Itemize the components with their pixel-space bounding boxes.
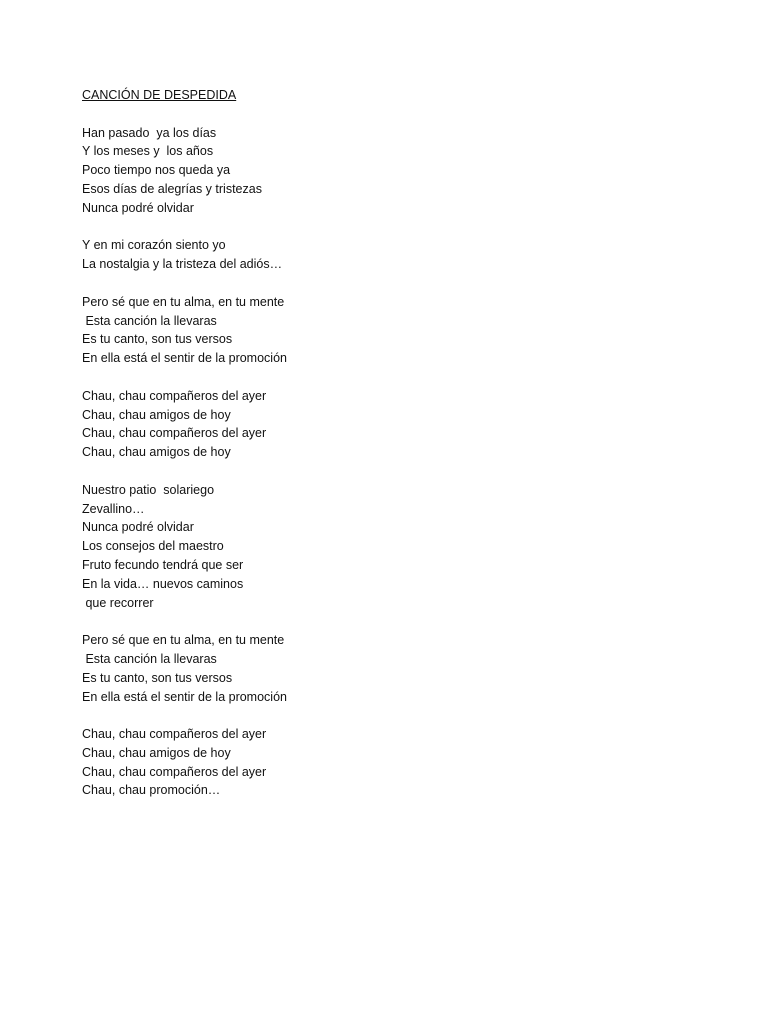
- document-body: [82, 86, 682, 819]
- verse-line: Pero sé que en tu alma, en tu mente: [82, 294, 285, 309]
- verse-line: Chau, chau compañeros del ayer: [82, 388, 267, 403]
- stanza-4: [82, 387, 682, 462]
- stanza-6: [82, 631, 682, 706]
- verse-line: Es tu canto, son tus versos: [82, 332, 233, 347]
- verse-line: Han pasado ya los días: [82, 125, 217, 140]
- stanza-7: [82, 725, 682, 800]
- verse-line: Fruto fecundo tendrá que ser: [82, 557, 244, 572]
- verse-line: Nunca podré olvidar: [82, 520, 194, 535]
- verse-line: En la vida… nuevos caminos: [82, 576, 244, 591]
- verse-line: Zevallino…: [82, 501, 145, 516]
- verse-line: Y los meses y los años: [82, 144, 214, 159]
- stanza-5: [82, 481, 682, 613]
- verse-line: Esos días de alegrías y tristezas: [82, 181, 262, 196]
- verse-line: Chau, chau amigos de hoy: [82, 745, 231, 760]
- verse-line: Chau, chau compañeros del ayer: [82, 426, 267, 441]
- verse-line: Esta canción la llevaras: [82, 651, 217, 666]
- verse-line: Es tu canto, son tus versos: [82, 670, 233, 685]
- verse-line: Nuestro patio solariego: [82, 482, 215, 497]
- verse-line: Chau, chau compañeros del ayer: [82, 727, 267, 742]
- verse-line: En ella está el sentir de la promoción: [82, 351, 287, 366]
- verse-line: La nostalgia y la tristeza del adiós…: [82, 257, 283, 272]
- verse-line: Chau, chau amigos de hoy: [82, 445, 231, 460]
- verse-line: Chau, chau amigos de hoy: [82, 407, 231, 422]
- stanza-1: [82, 124, 682, 218]
- verse-line: Poco tiempo nos queda ya: [82, 163, 231, 178]
- verse-line: que recorrer: [82, 595, 154, 610]
- verse-line: Chau, chau promoción…: [82, 783, 221, 798]
- verse-line: Nunca podré olvidar: [82, 200, 194, 215]
- verse-line: Chau, chau compañeros del ayer: [82, 764, 267, 779]
- verse-line: En ella está el sentir de la promoción: [82, 689, 287, 704]
- stanza-3: [82, 293, 682, 368]
- verse-line: Pero sé que en tu alma, en tu mente: [82, 633, 285, 648]
- verse-line: Los consejos del maestro: [82, 539, 224, 554]
- verse-line: Y en mi corazón siento yo: [82, 238, 226, 253]
- stanza-2: [82, 236, 682, 274]
- verse-line: Esta canción la llevaras: [82, 313, 217, 328]
- document-title: CANCIÓN DE DESPEDIDA: [82, 88, 237, 102]
